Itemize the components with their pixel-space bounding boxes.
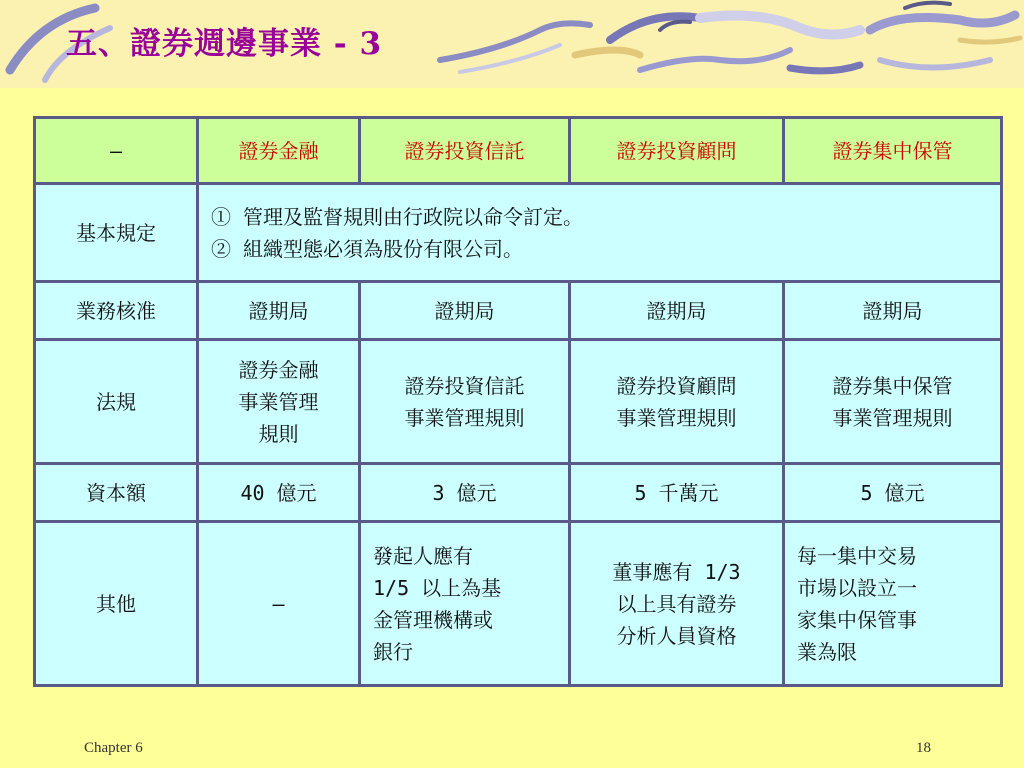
cell-line: 事業管理規則: [404, 405, 525, 430]
cell-line: 董事應有 1/3: [612, 559, 741, 584]
table-cell: 3 億元: [360, 464, 570, 522]
cell-line: 證券金融: [238, 357, 319, 382]
table-cell: 證期局: [360, 282, 570, 340]
cell-line: 家集中保管事: [797, 607, 917, 632]
cell-line: 事業管理規則: [832, 405, 953, 430]
cell-line: 市場以設立一: [797, 575, 917, 600]
table-cell: [360, 522, 570, 686]
cell-line: 銀行: [373, 639, 413, 664]
cell-line: 事業管理: [238, 389, 319, 414]
table-cell: 5 億元: [784, 464, 1002, 522]
table-cell: 5 千萬元: [570, 464, 784, 522]
cell-line: 1/5 以上為基: [373, 575, 502, 600]
cell-line: 證券集中保管: [832, 373, 953, 398]
table-cell: [570, 340, 784, 464]
basic-rules-cell: [198, 184, 1002, 282]
table-cell: [784, 340, 1002, 464]
table-header-row: [35, 118, 1002, 184]
slide-title: 五、證券週邊事業 - 3: [66, 26, 383, 62]
cell-line: 規則: [258, 421, 299, 446]
cell-line: 事業管理規則: [616, 405, 737, 430]
table-row: [35, 522, 1002, 686]
table-cell: [570, 522, 784, 686]
basic-rule-line: ② 組織型態必須為股份有限公司。: [211, 236, 524, 261]
table-row: [35, 282, 1002, 340]
header-investment-trust: 證券投資信託: [360, 118, 570, 184]
table-row: [35, 464, 1002, 522]
table-cell: 證期局: [570, 282, 784, 340]
cell-line: 每一集中交易: [797, 543, 917, 568]
basic-rule-line: ① 管理及監督規則由行政院以命令訂定。: [211, 204, 584, 229]
table-cell: [360, 340, 570, 464]
cell-line: 證券投資顧問: [616, 373, 737, 398]
table-row: [35, 340, 1002, 464]
row-label-business-approval: 業務核准: [35, 282, 198, 340]
cell-line: 分析人員資格: [616, 623, 737, 648]
cell-line: 發起人應有: [373, 543, 473, 568]
table-cell: [198, 340, 360, 464]
row-label-capital: 資本額: [35, 464, 198, 522]
table-cell: 證期局: [784, 282, 1002, 340]
header-central-depository: 證券集中保管: [784, 118, 1002, 184]
footer-page-number: 18: [916, 740, 931, 756]
table-cell: 證期局: [198, 282, 360, 340]
footer-chapter-label: Chapter 6: [84, 740, 143, 756]
header-corner-cell: —: [35, 118, 198, 184]
cell-line: 業為限: [797, 639, 857, 664]
header-investment-advisory: 證券投資顧問: [570, 118, 784, 184]
cell-line: —: [272, 591, 285, 616]
cell-line: 以上具有證券: [616, 591, 737, 616]
table-cell: [198, 522, 360, 686]
row-label-other: 其他: [35, 522, 198, 686]
table-row: [35, 184, 1002, 282]
row-label-regulations: 法規: [35, 340, 198, 464]
cell-line: 證券投資信託: [404, 373, 525, 398]
row-label-basic-rules: 基本規定: [35, 184, 198, 282]
table-cell: 40 億元: [198, 464, 360, 522]
cell-line: 金管理機構或: [373, 607, 493, 632]
header-securities-finance: 證券金融: [198, 118, 360, 184]
comparison-table: [33, 116, 1003, 687]
table-cell: [784, 522, 1002, 686]
